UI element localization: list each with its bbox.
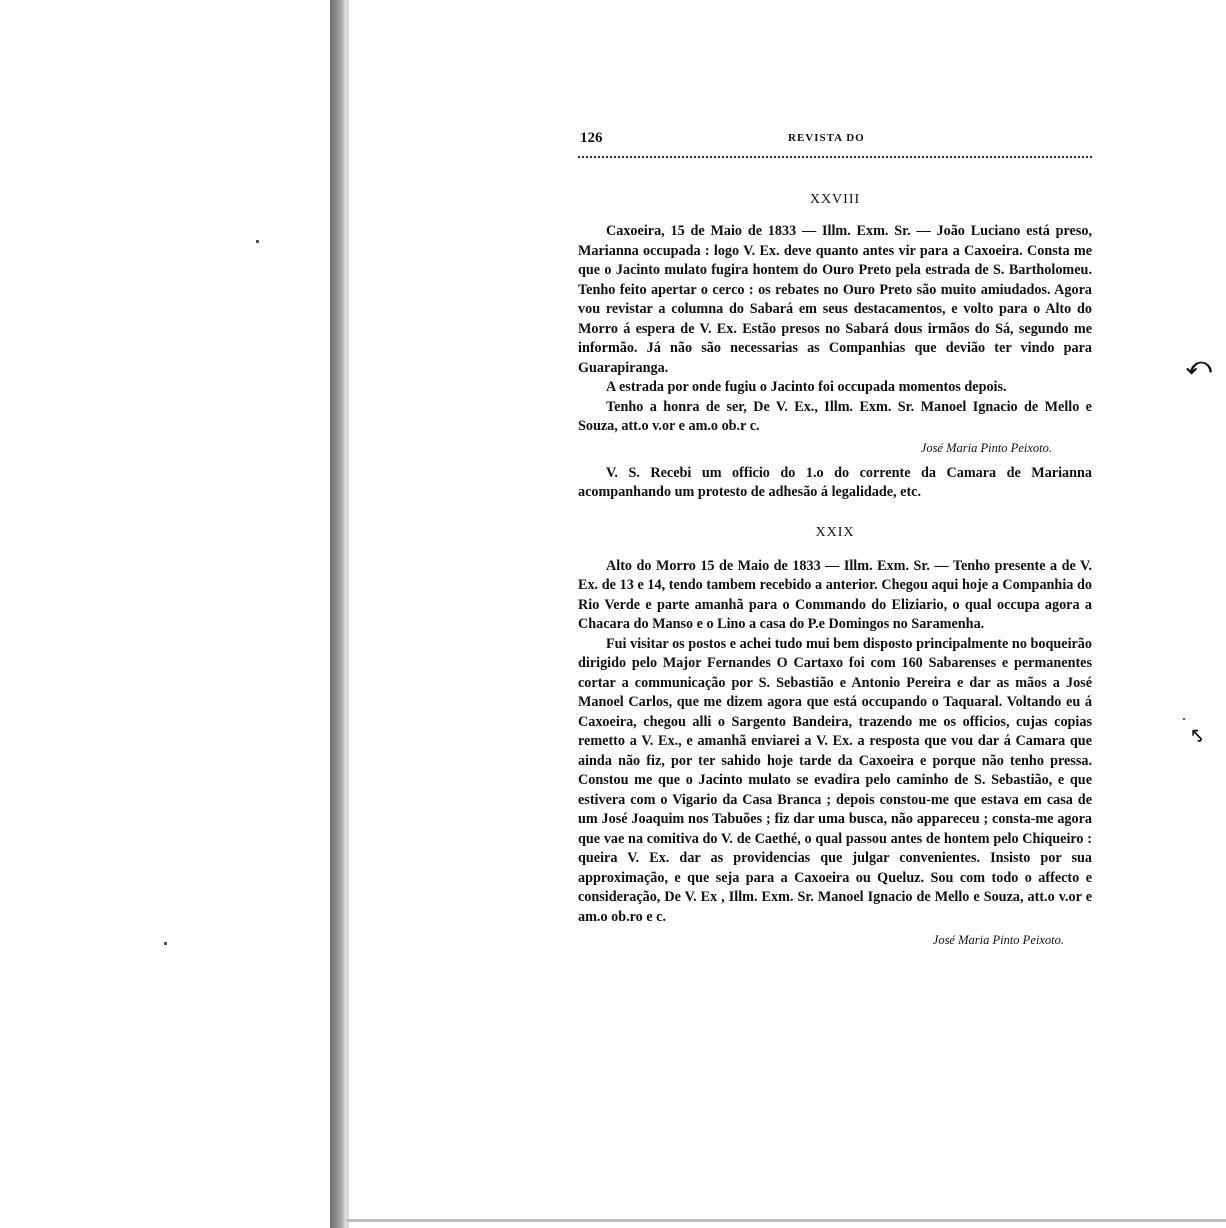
scan-speck	[164, 942, 167, 945]
section-heading: XXIX	[815, 524, 855, 540]
letter-paragraph: Tenho a honra de ser, De V. Ex., Illm. Exm. Sr. Manoel Ignacio de Mello e Souza, att.o v.or e am.o ob.r c.	[578, 398, 1092, 434]
letter-paragraph: Fui visitar os postos e achei tudo mui bem disposto principalmente no boqueirão dirigido pelo Major Fernandes O Cartaxo foi com 160 Sabarenses e permanentes cortar a communicação por S. Sebastião e Antonio Pereira e dar as mãos a José Manoel Carlos, que me dizem agora que está occupando o Taquaral. Voltando eu á Caxoeira, chegou alli o Sargento Bandeira, trazendo me os officios, cujas copias remetto a V. Ex., e amanhã enviarei a V. Ex. a resposta que vou dar á Camara que ainda não fiz, por ter sahido hoje tarde da Caxoeira e porque não tenho pressa. Constou me que o Jacinto mulato se evadira pelo caminho de S. Sebastião, e que estivera com o Vigario da Casa Branca ; depois constou-me que estava em casa de um José Joaquim nos Tabuões ; fiz dar uma busca, não appareceu ; consta-me agora que vae na comitiva do V. de Caethé, o qual passou antes de hontem pelo Chiqueiro : queira V. Ex. dar as providencias que julgar convenientes. Insisto por sua approximação, e que seja para a Caxoeira ou Queluz. Sou com todo o affecto e consideração, De V. Ex , Illm. Exm. Sr. Manoel Ignacio de Mello e Souza, att.o v.or e am.o ob.ro e c.	[578, 635, 1092, 925]
running-head	[578, 130, 1092, 150]
postscript: V. S. Recebi um officio do 1.o do corrente da Camara de Marianna acompanhando um protesto de adhesão á legalidade, etc.	[578, 464, 1092, 500]
binding-shadow	[330, 0, 346, 1228]
scan-speck	[256, 240, 259, 243]
header-rule	[578, 156, 1092, 158]
letter-paragraph: Alto do Morro 15 de Maio de 1833 — Illm. Exm. Sr. — Tenho presente a de V. Ex. de 13 e 14, tendo tambem recebido a anterior. Chegou aqui hoje a Companhia do Rio Verde e parte amanhã para o Commando do Eliziario, o qual occupa agora a Chacara do Manso e o Lino a casa do P.e Domingos no Saramenha.	[578, 557, 1092, 632]
letter-paragraph: Caxoeira, 15 de Maio de 1833 — Illm. Exm. Sr. — João Luciano está preso, Marianna occupada : logo V. Ex. deve quanto antes vir para a Caxoeira. Consta me que o Jacinto mulato fugira hontem do Ouro Preto pela estrada de S. Bartholomeu. Tenho feito apertar o cerco : os rebates no Ouro Preto são muito amiudados. Agora vou revistar a columna do Sabará em seus destacamentos, e volto para o Alto do Morro á espera de V. Ex. Estão presos no Sabará dous irmãos do Sá, segundo me informão. Já não são necessarias as Companhias que devião ter vindo para Guarapiranga.	[578, 223, 1092, 376]
section-heading: XXVIII	[809, 192, 861, 207]
running-title: REVISTA DO	[788, 132, 865, 144]
letter-paragraph: A estrada por onde fugiu o Jacinto foi occupada momentos depois.	[606, 379, 1007, 395]
page-bottom-edge	[346, 1219, 1226, 1222]
scan-speck	[1183, 718, 1185, 720]
signature: José Maria Pinto Peixoto.	[932, 933, 1064, 947]
book-page	[578, 130, 1092, 956]
margin-tick-mark: ⤣	[1192, 726, 1203, 747]
binding-edge	[346, 0, 349, 1228]
margin-arrow-mark: ⤺	[1186, 352, 1212, 380]
signature: José Maria Pinto Peixoto.	[920, 440, 1052, 455]
page-number: 126	[580, 130, 603, 146]
